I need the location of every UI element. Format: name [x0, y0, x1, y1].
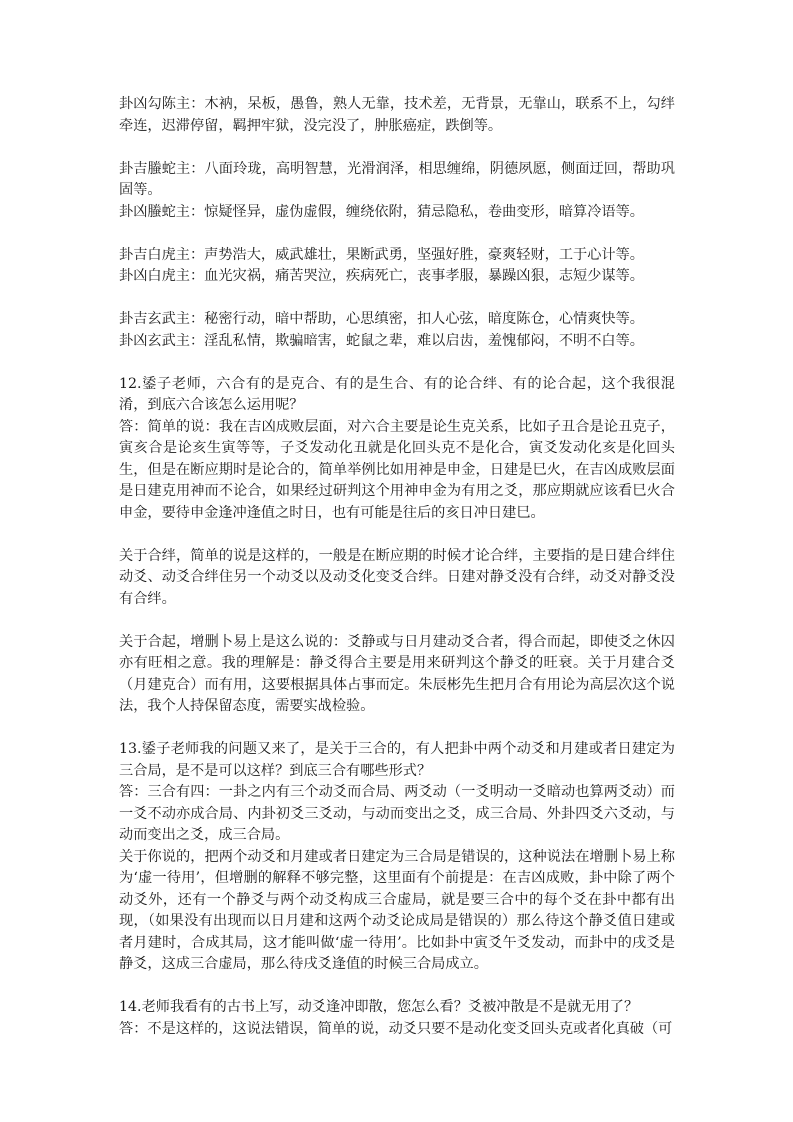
paragraph-spacer — [119, 352, 675, 374]
paragraph-spacer — [119, 288, 675, 310]
paragraph-tengshe-good: 卦吉螣蛇主：八面玲珑，高明智慧，光滑润泽，相思缠绵，阴德夙愿，侧面迂回，帮助巩固等。 — [119, 160, 675, 198]
answer-13: 答：三合有四：一卦之内有三个动爻而合局、两爻动（一爻明动一爻暗动也算两爻动）而一爻不动亦成合局、内卦初爻三爻动，与动而变出之爻，成三合局、外卦四爻六爻动，与动而变出之爻，成三合局。 — [119, 784, 675, 843]
document-body — [119, 94, 675, 1040]
paragraph-spacer — [119, 223, 675, 245]
paragraph-baihu-bad: 卦凶白虎主：血光灾祸，痛苦哭泣，疾病死亡，丧事孝服，暴躁凶狠，志短少谋等。 — [119, 268, 644, 284]
paragraph-gouchen-bad: 卦凶勾陈主：木衲，呆板，愚鲁，熟人无靠，技术差，无背景，无靠山，联系不上，勾绊牵连，迟滞停留，羁押牢狱，没完没了，肿胀癌症，跌倒等。 — [119, 96, 675, 134]
question-12: 12.鋈子老师，六合有的是克合、有的是生合、有的论合绊、有的论合起，这个我很混淆，到底六合该怎么运用呢？ — [119, 375, 675, 413]
answer-13-continued: 关于你说的，把两个动爻和月建或者日建定为三合局是错误的，这种说法在增删卜易上称为‘虚一待用’，但增删的解释不够完整，这里面有个前提是：在吉凶成败，卦中除了两个动爻外，还有一个静爻与两个动爻构成三合虚局，就是要三合中的每个爻在卦中都有出现，（如果没有出现而以日月建和这两个动爻论成局是错误的）那么待这个静爻值日建或者月建时，合成其局，这才能叫做‘虚一待用’。比如卦中寅爻午爻发动，而卦中的戌爻是静爻，这成三合虚局，那么待戌爻逢值的时候三合局成立。 — [119, 848, 675, 972]
paragraph-spacer — [119, 610, 675, 632]
paragraph-xuanwu-bad: 卦凶玄武主：淫乱私情，欺骗暗害，蛇鼠之辈，难以启齿，羞愧郁闷，不明不白等。 — [119, 332, 644, 349]
paragraph-heqi: 关于合起，增删卜易上是这么说的：爻静或与日月建动爻合者，得合而起，即使爻之休囚亦有旺相之意。我的理解是：静爻得合主要是用来研判这个静爻的旺衰。关于月建合爻（月建克合）而有用，这要根据具体占事而定。朱辰彬先生把月合有用论为高层次这个说法，我个人持保留态度，需要实战检验。 — [119, 633, 675, 714]
question-13: 13.鋈子老师我的问题又来了，是关于三合的，有人把卦中两个动爻和月建或者日建定为三合局，是不是可以这样？到底三合有哪些形式？ — [119, 741, 675, 779]
paragraph-spacer — [119, 718, 675, 740]
answer-14: 答：不是这样的，这说法错误，简单的说，动爻只要不是动化变爻回头克或者化真破（可 — [119, 1020, 673, 1037]
paragraph-xuanwu-good: 卦吉玄武主：秘密行动，暗中帮助，心思缜密，扣人心弦，暗度陈仓，心情爽快等。 — [119, 311, 644, 327]
question-14: 14.老师我看有的古书上写，动爻逢冲即散，您怎么看？爻被冲散是不是就无用了？ — [119, 999, 639, 1015]
answer-12: 答：简单的说：我在吉凶成败层面，对六合主要是论生克关系，比如子丑合是论丑克子，寅亥合是论亥生寅等等，子爻发动化丑就是化回头克不是化合，寅爻发动化亥是化回头生，但是在断应期时是论合的，简单举例比如用神是申金，日建是巳火，在吉凶成败层面是日建克用神而不论合，如果经过研判这个用神申金为有用之爻，那应期就应该看巳火合申金，要待申金逢冲逢值之时日，也有可能是往后的亥日冲日建巳。 — [119, 418, 675, 521]
paragraph-spacer — [119, 524, 675, 546]
paragraph-spacer — [119, 976, 675, 998]
paragraph-baihu-good: 卦吉白虎主：声势浩大，威武雄壮，果断武勇，坚强好胜，豪爽轻财，工于心计等。 — [119, 246, 644, 263]
paragraph-spacer — [119, 137, 675, 159]
paragraph-tengshe-bad: 卦凶螣蛇主：惊疑怪异，虚伪虚假，缠绕依附，猜忌隐私，卷曲变形，暗算冷语等。 — [119, 203, 644, 220]
paragraph-hebang: 关于合绊，简单的说是这样的，一般是在断应期的时候才论合绊，主要指的是日建合绊住动爻、动爻合绊住另一个动爻以及动爻化变爻合绊。日建对静爻没有合绊，动爻对静爻没有合绊。 — [119, 547, 675, 607]
